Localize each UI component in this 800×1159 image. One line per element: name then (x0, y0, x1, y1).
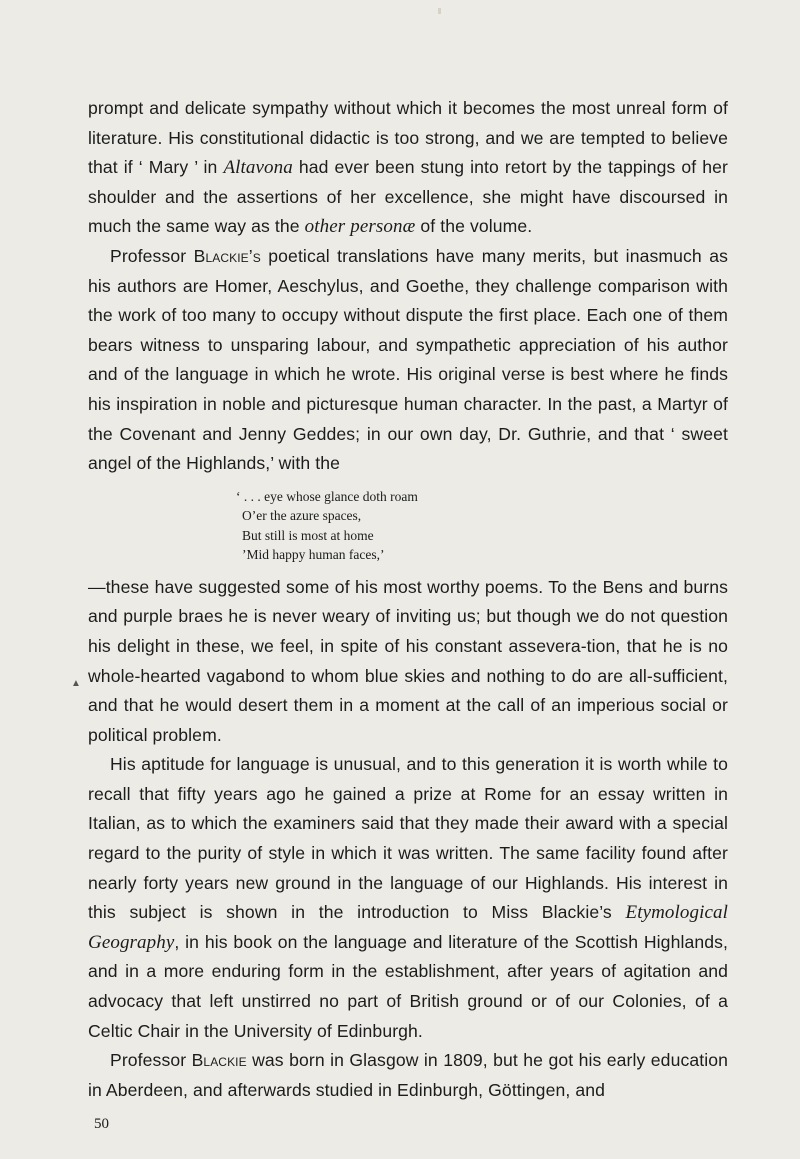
text-run: Professor (110, 1050, 192, 1071)
text-run: poetical translations have many merits, but inasmuch as his authors are Homer, Aeschylus, and Goethe, they challenge comparison with the work of too many to occupy without dispute the first place. Each one of them bears witness to unsparing labour, and sympathetic appreciation of his author and of the language in which he wrote. His original verse is best where he finds his inspiration in noble and picturesque human character. In the past, a Martyr of the Covenant and Jenny Geddes; in our own day, Dr. Guthrie, and that ‘ sweet angel of the Highlands,’ with the (88, 245, 728, 474)
margin-mark: ▲ (71, 678, 81, 689)
page-body (88, 94, 728, 1105)
italic-title-altavona: Altavona (223, 157, 293, 179)
text-run: prompt and delicate sympathy without which it becomes the most unreal form of literature. His constitutional didactic is too strong, and we are tempted to believe that if ‘ Mary ’ in (88, 98, 728, 178)
italic-personae: personæ (350, 216, 416, 238)
verse-line: ‘ . . . eye whose glance doth roam (236, 488, 418, 504)
paragraph-language (88, 750, 728, 1046)
text-run: had ever been stung into retort by the tappings of her shoulder and the assertions of her excellence, she might have discoursed in much the same way as the (88, 157, 728, 237)
text-run: —these have suggested some of his most worthy poems. To the Bens and burns and purple braes he is never weary of inviting us; but though we do not question his delight in these, we feel, in spite of his constant assevera-tion, that he is no whole-hearted vagabond to whom blue skies and nothing to do are all-sufficient, and that he would desert them in a moment at the call of an imperious social or political problem. (88, 576, 728, 745)
verse-line: ’Mid happy human faces,’ (242, 547, 385, 563)
text-run: , in his book on the language and literature of the Scottish Highlands, and in a more enduring form in the establishment, after years of agitation and advocacy that left unstirred no part of British ground or of our Colonies, of a Celtic Chair in the University of Edinburgh. (88, 931, 728, 1041)
verse-line: But still is most at home (242, 527, 374, 543)
page-number: 50 (94, 1116, 109, 1132)
small-caps-name: Blackie (191, 1050, 247, 1071)
verse-quotation (236, 487, 728, 565)
paper-speck (438, 8, 441, 14)
text-run: of the volume. (415, 216, 533, 237)
paragraph-translations (88, 242, 728, 479)
paragraph-altavona (88, 94, 728, 242)
small-caps-name: Blackie’s (193, 245, 261, 266)
verse-line: O’er the azure spaces, (242, 508, 362, 524)
text-run: was born in Glasgow in 1809, but he got his early education in Aberdeen, and afterwards studied in Edinburgh, Göttingen, and (88, 1050, 728, 1100)
italic-other: other (304, 216, 346, 238)
text-run: His aptitude for language is unusual, and to this generation it is worth while to recall that fifty years ago he gained a prize at Rome for an essay written in Italian, as to which the examiners said that they made their award with a special regard to the purity of style in which it was written. The same facility found after nearly forty years new ground in the language of our Highlands. His interest in this subject is shown in the introduction to Miss Blackie’s (88, 754, 728, 923)
paragraph-biography (88, 1046, 728, 1105)
paragraph-poems (88, 573, 728, 751)
italic-title-etymological-geography: Etymological Geography (88, 902, 728, 953)
text-run: Professor (110, 245, 194, 266)
